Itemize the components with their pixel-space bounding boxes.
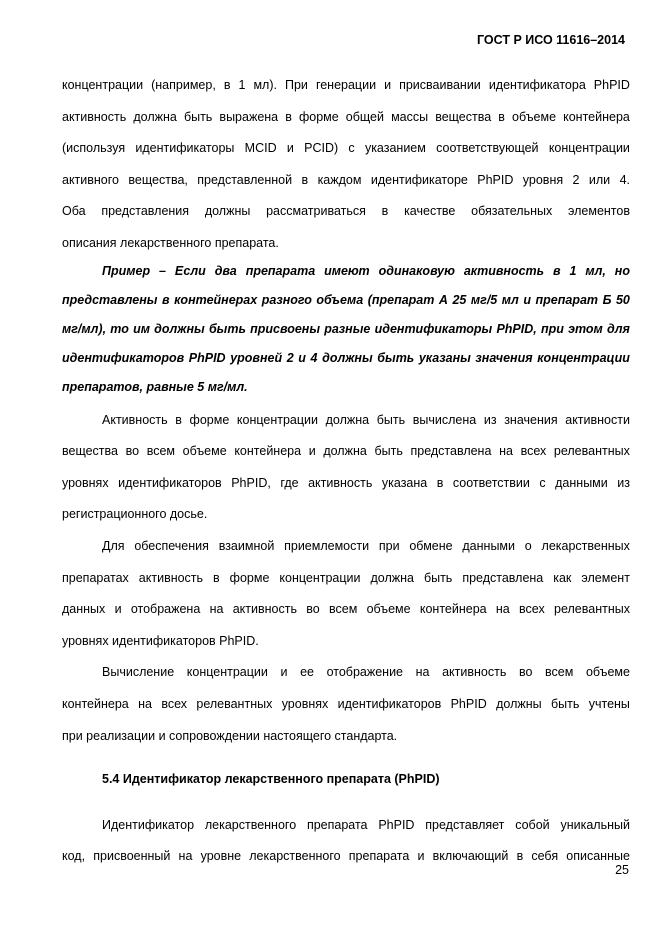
word: уровнях [62,475,109,490]
word: PhPID [593,78,630,92]
word: для [607,321,630,336]
word: MCID [244,141,277,156]
word: PhPID, [231,475,271,490]
word: разные [324,321,371,336]
word: взаимной [218,538,275,553]
word: с [539,475,546,490]
word: PCID) [304,141,339,156]
word: из [617,475,630,490]
word: разного [261,292,312,307]
text-line: описания лекарственного препарата. [62,235,279,250]
word: на [415,665,430,680]
word: должны [154,321,205,336]
word: в [498,109,505,124]
text-line [62,537,630,569]
word: концентрации [236,412,318,427]
word: лекарственного [249,849,341,864]
word: форме [189,412,230,427]
heading-line: 5.4 Идентификатор лекарственного препарата (PhPID) [102,772,440,787]
word: вещества, [128,172,188,187]
word: в [381,204,389,219]
text-line [62,202,630,234]
word: и [417,849,425,864]
word: должны [204,204,251,219]
word: всех [520,444,547,459]
word: о [524,538,532,553]
word: активность [308,475,373,490]
word: концентрации [62,78,144,92]
word: релевантных [553,444,630,459]
word: контейнерах [174,292,258,307]
word: мл [501,292,519,307]
word: и [384,78,392,92]
word: препарат [535,292,599,307]
word: выражена [219,109,279,124]
word: элементов [568,204,630,219]
word: лекарственного [204,817,297,832]
word: активность [62,109,127,124]
word: объеме [585,665,630,680]
word: концентрации [548,141,630,156]
word: на [178,849,193,864]
word: представлена [410,444,492,459]
word: концентрации [186,665,268,680]
word: контейнера [62,696,129,711]
word: собой [515,817,550,832]
word: в [516,849,524,864]
word: релевантных [196,696,273,711]
word: концентрации [279,570,361,585]
word: где [280,475,299,490]
text-line [62,847,630,879]
word: уровня [522,172,564,187]
word: PhPID [188,350,226,365]
text-line [62,411,630,443]
word: во [518,665,533,680]
word: каждом [317,172,362,187]
word: мг/5 [470,292,498,307]
word: идентификаторов [118,475,222,490]
word: идентификаторы [135,141,235,156]
word: соответствующей [436,141,539,156]
word: А [438,292,448,307]
word: как [553,570,572,585]
word: препарата [348,849,410,864]
word: – [159,263,166,278]
word: всем [146,444,176,459]
word: соответствии [452,475,530,490]
word: на [209,602,224,617]
word: при [378,538,400,553]
word: и [280,665,288,680]
word: активности [565,412,630,427]
word: Вычисление [102,665,175,680]
paragraph [62,663,630,758]
word: отображение [326,665,404,680]
section-heading [62,770,630,802]
word: препарата [306,817,368,832]
word: активного [62,172,120,187]
text-line [62,291,630,320]
text-line [62,600,630,632]
word: одинаковую [378,263,455,278]
word: препарата [245,263,316,278]
word: контейнера [419,602,487,617]
word: присвоенный [93,849,171,864]
word: указаны [418,350,471,365]
word: включающий [432,849,509,864]
word: мл, [585,263,606,278]
word: значения [475,350,533,365]
word: При [285,78,308,92]
word: (например, [151,78,216,92]
word: обеспечения [134,538,209,553]
word: два [214,263,237,278]
word: контейнера [563,109,630,124]
word: препаратах [62,570,129,585]
word: PhPID, [496,321,537,336]
word: всех [161,696,188,711]
word: в [162,292,170,307]
word: объеме [366,602,411,617]
word: во [306,602,320,617]
word: быть [374,444,403,459]
text-line: при реализации и сопровождении настоящего стандарта. [62,728,398,743]
word: представляет [425,817,505,832]
text-line [62,320,630,349]
text-line [62,76,630,108]
word: 2 [286,350,294,365]
document-body [62,76,630,879]
word: с [348,141,355,156]
word: Пример [102,263,151,278]
word: качестве [404,204,456,219]
word: представлены [62,292,158,307]
word: рассматриваться [266,204,366,219]
word: должны [322,350,373,365]
word: представлена [462,570,544,585]
word: уровне [200,849,242,864]
word: на [495,602,510,617]
word: быть [183,109,213,124]
word: приемлемости [284,538,370,553]
word: 1 [569,263,577,278]
word: должна [370,570,414,585]
text-line [62,442,630,474]
word: объеме [182,444,227,459]
text-line [62,171,630,203]
word: всем [329,602,358,617]
word: концентрации [537,350,630,365]
paragraph [62,816,630,879]
word: и [298,350,306,365]
word: всем [545,665,574,680]
word: в [213,570,220,585]
word: вещества [435,109,492,124]
word: то [110,321,129,336]
word: идентификаторы [374,321,493,336]
text-line: препаратов, равные 5 мг/мл. [62,379,248,394]
word: вычислена [412,412,477,427]
word: общей [345,109,384,124]
word: форме [229,570,270,585]
word: массы [391,109,429,124]
text-line [62,349,630,378]
word: данных [62,602,106,617]
text-line [62,663,630,695]
word: идентификаторов [62,350,185,365]
example-note [62,262,630,407]
text-line [62,139,630,171]
word: идентификаторе [370,172,468,187]
word: 4. [619,172,630,187]
word: при [540,321,564,336]
text-line [62,569,630,601]
word: обязательных [471,204,553,219]
word: объеме [512,109,557,124]
word: на [499,444,513,459]
word: представления [101,204,190,219]
word: контейнера [234,444,302,459]
word: уникальный [560,817,630,832]
word: релевантных [554,602,630,617]
text-line: уровнях идентификаторов PhPID. [62,633,259,648]
text-line [62,262,630,291]
word: активность [138,570,204,585]
text-line [62,816,630,848]
word: Оба [62,204,86,219]
word: Б [602,292,612,307]
word: и [114,602,122,617]
page-number: 25 [615,863,629,877]
word: должна [325,412,370,427]
text-line [62,108,630,140]
word: быть [208,321,246,336]
text-line [62,695,630,727]
word: и [523,292,531,307]
word: 25 [452,292,467,307]
paragraph [62,411,630,537]
word: указанием [364,141,426,156]
word: в [553,263,561,278]
word: этом [568,321,603,336]
word: быть [423,570,453,585]
word: данными [462,538,516,553]
word: 2 [572,172,580,187]
word: быть [376,412,406,427]
word: форме [298,109,339,124]
word: присваивании [399,78,481,92]
word: значения [504,412,558,427]
word: себя [531,849,559,864]
word: имеют [324,263,370,278]
word: PhPID [378,817,415,832]
paragraph [62,76,630,266]
word: мл). [253,78,277,92]
word: быть [377,350,415,365]
word: активность [442,665,507,680]
word: Для [102,538,125,553]
word: из [483,412,497,427]
word: (препарат [367,292,435,307]
word: обмене [409,538,453,553]
word: код, [62,849,86,864]
word: описанные [566,849,630,864]
word: идентификаторов [337,696,442,711]
word: уровней [230,350,283,365]
word: должна [323,444,367,459]
word: должны [496,696,542,711]
word: и [308,444,316,459]
word: быть [550,696,580,711]
word: им [133,321,150,336]
document-header: ГОСТ Р ИСО 11616–2014 [476,33,625,47]
word: вещества [62,444,118,459]
word: (используя [62,141,126,156]
word: PhPID [477,172,514,187]
word: ее [300,665,314,680]
word: активность [232,602,297,617]
word: и [286,141,294,156]
word: Если [174,263,206,278]
word: Идентификатор [102,817,195,832]
word: в [285,109,292,124]
word: представленной [197,172,293,187]
word: присвоены [250,321,321,336]
word: мг/мл), [62,321,107,336]
word: 50 [615,292,630,307]
word: уровнях [281,696,329,711]
word: в [301,172,309,187]
word: всех [519,602,545,617]
word: 1 [238,78,246,92]
word: Активность [102,412,168,427]
word: учтены [588,696,630,711]
word: во [125,444,140,459]
word: на [138,696,152,711]
word: элемент [581,570,630,585]
word: генерации [315,78,377,92]
word: должна [133,109,177,124]
text-line: регистрационного досье. [62,507,208,522]
word: данными [555,475,608,490]
word: в [175,412,182,427]
word: указана [381,475,428,490]
word: активность [463,263,545,278]
word: в [436,475,444,490]
word: 4 [310,350,318,365]
word: отображена [130,602,201,617]
text-line [62,474,630,506]
word: лекарственных [541,538,630,553]
word: идентификатора [488,78,586,92]
word: в [223,78,231,92]
word: PhPID [450,696,487,711]
word: или [588,172,611,187]
paragraph [62,537,630,663]
word: объема [316,292,364,307]
word: но [614,263,630,278]
